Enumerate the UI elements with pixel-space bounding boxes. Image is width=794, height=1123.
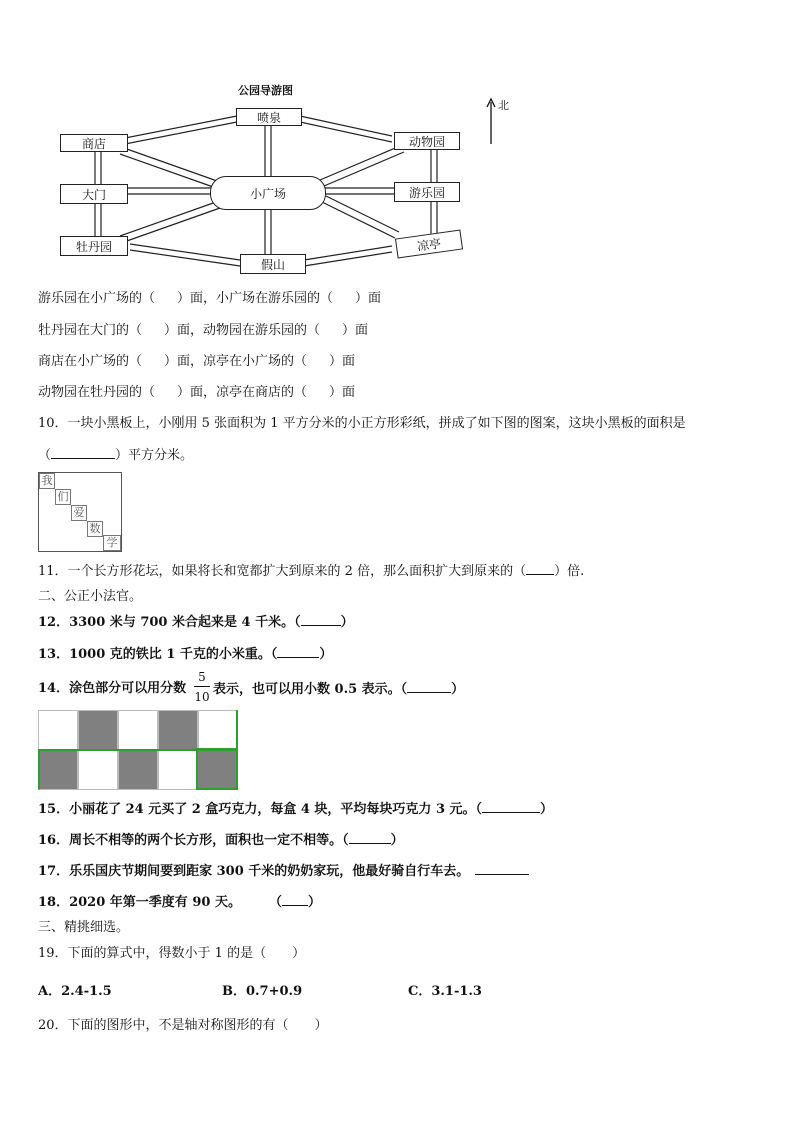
question-17: 17．乐乐国庆节期间要到距家 300 千米的奶奶家玩，他最好骑自行车去。: [38, 863, 529, 880]
map-question-1: 游乐园在小广场的（ ）面，小广场在游乐园的（ ）面: [38, 291, 382, 306]
grid-cell-white: [38, 710, 78, 750]
option-b[interactable]: B．0.7+0.9: [222, 984, 303, 999]
fraction-denominator: 10: [194, 690, 210, 704]
park-map: [40, 78, 520, 278]
grid-cell-white: [78, 750, 118, 790]
answer-blank[interactable]: [282, 894, 308, 906]
question-10-line2: （ ）平方分米。: [38, 448, 194, 463]
answer-blank[interactable]: [482, 801, 540, 813]
paper-square-4: 数: [87, 521, 103, 537]
option-a[interactable]: A．2.4-1.5: [38, 984, 112, 999]
fraction-numerator: 5: [198, 670, 206, 684]
question-18: 18．2020 年第一季度有 90 天。 （ ）: [38, 895, 321, 910]
question-20: 20．下面的图形中，不是轴对称图形的有（ ）: [38, 1018, 328, 1033]
grid-cell-shaded: [158, 710, 198, 750]
paper-square-3: 爱: [71, 505, 87, 521]
map-node-shop: 商店: [60, 134, 128, 152]
shaded-grid: [38, 710, 238, 790]
map-question-4: 动物园在牡丹园的（ ）面，凉亭在商店的（ ）面: [38, 385, 356, 400]
question-10-line1: 10．一块小黑板上，小刚用 5 张面积为 1 平方分米的小正方形彩纸，拼成了如下图的图案，这块小黑板的面积是: [38, 416, 686, 431]
map-node-zoo: 动物园: [394, 132, 460, 150]
question-14-prefix: 14．涂色部分可以用分数: [38, 681, 187, 696]
answer-blank[interactable]: [51, 447, 115, 459]
answer-blank[interactable]: [407, 681, 451, 693]
grid-cell-shaded: [118, 750, 158, 790]
option-c[interactable]: C．3.1-1.3: [408, 984, 482, 999]
answer-blank[interactable]: [526, 563, 554, 575]
section-2-heading: 二、公正小法官。: [38, 589, 143, 604]
map-node-fountain: 喷泉: [236, 108, 302, 126]
paper-square-1: 我: [39, 473, 55, 489]
grid-cell-shaded: [78, 710, 118, 750]
map-node-peony-garden: 牡丹园: [60, 236, 128, 256]
question-12: 12．3300 米与 700 米合起来是 4 千米。（ ）: [38, 615, 354, 630]
question-14-suffix: 表示，也可以用小数 0.5 表示。（ ）: [213, 682, 465, 697]
map-node-gate: 大门: [60, 184, 128, 204]
map-node-amusement-park: 游乐园: [394, 182, 460, 202]
question-13: 13．1000 克的铁比 1 千克的小米重。（ ）: [38, 647, 333, 662]
blackboard-figure: [38, 472, 122, 552]
question-16: 16．周长不相等的两个长方形，面积也一定不相等。（ ）: [38, 833, 404, 848]
grid-green-line: [38, 749, 238, 751]
answer-blank[interactable]: [475, 863, 529, 875]
grid-cell-shaded: [196, 748, 238, 790]
answer-blank[interactable]: [277, 646, 319, 658]
question-11: 11．一个长方形花坛，如果将长和宽都扩大到原来的 2 倍，那么面积扩大到原来的（ ）倍.: [38, 564, 585, 579]
section-3-heading: 三、精挑细选。: [38, 920, 130, 935]
answer-blank[interactable]: [349, 832, 391, 844]
paper-square-5: 学: [103, 535, 121, 551]
fraction-bar: [194, 686, 210, 687]
map-node-pavilion: 凉亭: [395, 230, 463, 259]
map-node-rockery: 假山: [240, 254, 306, 274]
map-question-3: 商店在小广场的（ ）面，凉亭在小广场的（ ）面: [38, 354, 356, 369]
grid-green-line: [236, 710, 238, 750]
question-15: 15．小丽花了 24 元买了 2 盒巧克力，每盒 4 块，平均每块巧克力 3 元。（ ）: [38, 802, 554, 817]
map-question-2: 牡丹园在大门的（ ）面，动物园在游乐园的（ ）面: [38, 323, 369, 338]
map-title: 公园导游图: [238, 84, 293, 97]
question-19: 19．下面的算式中，得数小于 1 的是（ ）: [38, 946, 306, 961]
answer-blank[interactable]: [301, 614, 341, 626]
grid-cell-white: [118, 710, 158, 750]
north-arrow-icon: [484, 96, 498, 146]
paper-square-2: 们: [55, 489, 71, 505]
map-node-plaza: 小广场: [210, 176, 326, 210]
north-label: 北: [498, 99, 509, 112]
grid-cell-white: [198, 710, 238, 750]
grid-cell-white: [158, 750, 198, 790]
grid-cell-shaded: [38, 750, 78, 790]
